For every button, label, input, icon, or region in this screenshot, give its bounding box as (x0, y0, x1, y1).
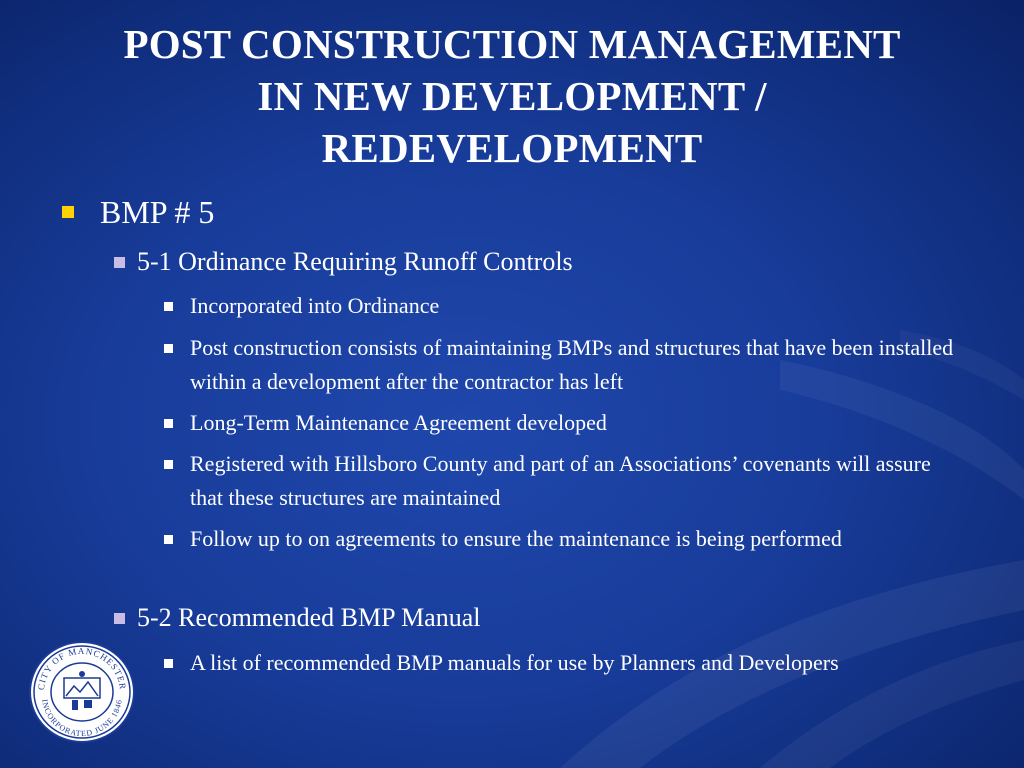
bullet-section-5-1 (114, 246, 573, 278)
bullet-section-5-2 (114, 602, 480, 634)
square-bullet-icon (164, 419, 173, 428)
seal-bottom-text: INCORPORATED JUNE 1846 (40, 698, 124, 739)
square-bullet-icon (114, 613, 125, 624)
list-item (164, 289, 964, 323)
square-bullet-icon (62, 206, 74, 218)
square-bullet-icon (164, 344, 173, 353)
list-item-text: Post construction consists of maintaining BMPs and structures that have been installed within a development after the contractor has left (190, 335, 954, 394)
list-item-text: Registered with Hillsboro County and part of an Associations’ covenants will assure that these structures are maintained (190, 451, 931, 510)
list-item (164, 522, 964, 556)
square-bullet-icon (164, 302, 173, 311)
list-item (164, 646, 964, 680)
city-seal-logo (28, 640, 136, 744)
square-bullet-icon (164, 535, 173, 544)
square-bullet-icon (164, 460, 173, 469)
section-5-2-label: 5-2 Recommended BMP Manual (137, 603, 481, 632)
seal-top-text: CITY OF MANCHESTER (35, 645, 129, 691)
list-item-text: Long-Term Maintenance Agreement developed (190, 410, 607, 435)
list-item-text: A list of recommended BMP manuals for use by Planners and Developers (190, 650, 839, 675)
square-bullet-icon (164, 659, 173, 668)
section-5-1-label: 5-1 Ordinance Requiring Runoff Controls (137, 247, 573, 276)
title-line-2: IN NEW DEVELOPMENT / (257, 73, 767, 119)
list-item-text: Follow up to on agreements to ensure the maintenance is being performed (190, 526, 842, 551)
list-item (164, 447, 964, 515)
title-line-3: REDEVELOPMENT (321, 125, 703, 171)
title-line-1: POST CONSTRUCTION MANAGEMENT (123, 21, 901, 67)
bullet-bmp5-label: BMP # 5 (100, 194, 215, 230)
square-bullet-icon (114, 257, 125, 268)
list-item (164, 331, 964, 399)
list-item-text: Incorporated into Ordinance (190, 293, 440, 318)
list-item (164, 406, 964, 440)
bullet-bmp5 (62, 193, 214, 231)
